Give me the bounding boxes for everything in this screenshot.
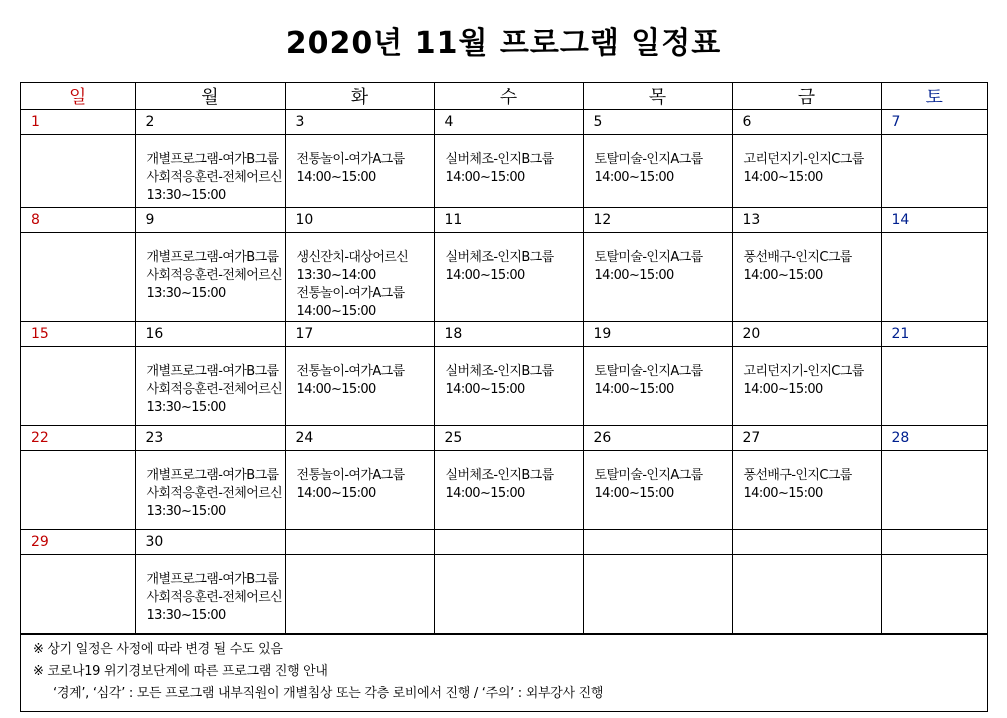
date-cell: [583, 530, 732, 555]
date-cell: [21, 426, 135, 451]
date-cell: [732, 110, 881, 135]
date-cell: [434, 208, 583, 233]
events-cell: [285, 451, 434, 530]
events-row: [21, 135, 987, 208]
event-line: 전통놀이-여가A그룹: [296, 364, 405, 379]
events-cell: [583, 347, 732, 426]
events-cell: [732, 451, 881, 530]
event-line: 13:30~15:00: [146, 188, 226, 203]
weekday-wed: 수: [434, 83, 583, 110]
date-number: 15: [31, 326, 49, 342]
date-number: 17: [295, 326, 314, 342]
event-line: 개별프로그램-여가B그룹: [146, 364, 279, 379]
event-list: [584, 451, 732, 503]
event-line: 전통놀이-여가A그룹: [296, 286, 405, 301]
event-line: 14:00~15:00: [296, 486, 376, 501]
date-cell: [583, 110, 732, 135]
date-cell: [21, 208, 135, 233]
date-cell: [583, 322, 732, 347]
event-line: 토탈미술-인지A그룹: [594, 468, 703, 483]
events-cell: [732, 233, 881, 322]
date-cell: [881, 110, 987, 135]
events-cell: [583, 135, 732, 208]
event-line: 사회적응훈련-전체어르신: [146, 382, 283, 397]
date-cell: [285, 110, 434, 135]
event-line: 실버체조-인지B그룹: [445, 468, 554, 483]
event-list: [882, 347, 988, 363]
event-list: [435, 451, 583, 503]
date-cell: [583, 426, 732, 451]
event-line: 개별프로그램-여가B그룹: [146, 152, 279, 167]
event-list: [435, 347, 583, 399]
date-number: 12: [593, 212, 612, 228]
event-list: [733, 233, 881, 285]
events-cell: [881, 451, 987, 530]
date-row: [21, 110, 987, 135]
weekday-fri: 금: [732, 83, 881, 110]
date-number: [435, 534, 445, 550]
date-number: 10: [295, 212, 314, 228]
date-cell: [135, 426, 285, 451]
weekday-sat: 토: [881, 83, 987, 110]
date-row: [21, 426, 987, 451]
event-list: [584, 233, 732, 285]
date-number: [584, 534, 594, 550]
event-list: [136, 347, 285, 417]
note-schedule-change: ※ 상기 일정은 사정에 따라 변경 될 수도 있음: [33, 642, 283, 657]
events-cell: [732, 555, 881, 634]
events-row: [21, 555, 987, 634]
date-number: 8: [31, 212, 40, 228]
date-cell: [881, 208, 987, 233]
events-cell: [21, 451, 135, 530]
event-list: [21, 233, 135, 249]
date-cell: [135, 208, 285, 233]
events-cell: [881, 347, 987, 426]
date-number: 1: [31, 114, 40, 130]
date-number: 2: [145, 114, 155, 130]
event-list: [882, 451, 988, 467]
events-cell: [583, 233, 732, 322]
calendar-grid: [21, 83, 987, 634]
date-cell: [434, 322, 583, 347]
event-line: 고리던지기-인지C그룹: [743, 152, 864, 167]
date-number: 25: [444, 430, 463, 446]
event-line: 토탈미술-인지A그룹: [594, 364, 703, 379]
event-line: 14:00~15:00: [594, 268, 674, 283]
date-number: 28: [891, 430, 910, 446]
event-list: [733, 347, 881, 399]
date-cell: [732, 530, 881, 555]
events-cell: [21, 555, 135, 634]
date-cell: [135, 322, 285, 347]
event-list: [21, 451, 135, 467]
event-line: 13:30~14:00: [296, 268, 376, 283]
date-number: 26: [593, 430, 612, 446]
date-cell: [732, 322, 881, 347]
event-list: [286, 347, 434, 399]
events-cell: [434, 233, 583, 322]
event-line: 사회적응훈련-전체어르신: [146, 170, 283, 185]
events-cell: [732, 135, 881, 208]
date-number: 23: [145, 430, 164, 446]
events-cell: [21, 135, 135, 208]
event-line: 14:00~15:00: [445, 268, 525, 283]
date-number: 21: [891, 326, 910, 342]
date-number: 27: [742, 430, 761, 446]
date-cell: [135, 530, 285, 555]
weekday-header-row: [21, 83, 987, 110]
events-cell: [881, 555, 987, 634]
event-line: 토탈미술-인지A그룹: [594, 250, 703, 265]
events-cell: [583, 451, 732, 530]
event-line: 풍선배구-인지C그룹: [743, 468, 852, 483]
event-list: [136, 451, 285, 521]
date-cell: [285, 322, 434, 347]
event-list: [435, 233, 583, 285]
event-line: 고리던지기-인지C그룹: [743, 364, 864, 379]
date-number: 14: [891, 212, 910, 228]
note-covid-guidance: ※ 코로나19 위기경보단계에 따른 프로그램 진행 안내: [33, 664, 328, 679]
date-row: [21, 208, 987, 233]
event-list: [21, 555, 135, 571]
event-line: 14:00~15:00: [296, 382, 376, 397]
event-line: 14:00~15:00: [445, 486, 525, 501]
event-line: 14:00~15:00: [594, 170, 674, 185]
events-cell: [135, 135, 285, 208]
events-cell: [583, 555, 732, 634]
events-cell: [434, 135, 583, 208]
event-line: 사회적응훈련-전체어르신: [146, 486, 283, 501]
events-cell: [135, 451, 285, 530]
event-line: 14:00~15:00: [743, 170, 823, 185]
date-number: [882, 534, 892, 550]
event-line: 14:00~15:00: [743, 382, 823, 397]
events-row: [21, 347, 987, 426]
event-list: [584, 135, 732, 187]
event-list: [286, 233, 434, 321]
events-cell: [434, 451, 583, 530]
date-number: 16: [145, 326, 164, 342]
date-cell: [135, 110, 285, 135]
weekday-thu: 목: [583, 83, 732, 110]
date-number: 19: [593, 326, 612, 342]
event-line: 14:00~15:00: [445, 170, 525, 185]
date-cell: [434, 110, 583, 135]
event-line: 14:00~15:00: [743, 268, 823, 283]
date-number: [286, 534, 296, 550]
events-cell: [285, 555, 434, 634]
event-list: [733, 451, 881, 503]
weekday-tue: 화: [285, 83, 434, 110]
event-line: 실버체조-인지B그룹: [445, 152, 554, 167]
date-cell: [881, 530, 987, 555]
events-cell: [21, 347, 135, 426]
event-line: 14:00~15:00: [594, 382, 674, 397]
date-number: 11: [444, 212, 463, 228]
event-line: 실버체조-인지B그룹: [445, 250, 554, 265]
event-line: 14:00~15:00: [445, 382, 525, 397]
events-cell: [135, 233, 285, 322]
date-number: 3: [295, 114, 305, 130]
date-number: 29: [31, 534, 49, 550]
event-line: 14:00~15:00: [296, 170, 376, 185]
weekday-mon: 월: [135, 83, 285, 110]
events-cell: [21, 233, 135, 322]
event-list: [435, 135, 583, 187]
date-number: 22: [31, 430, 49, 446]
event-line: 전통놀이-여가A그룹: [296, 468, 405, 483]
date-number: [733, 534, 743, 550]
date-cell: [285, 530, 434, 555]
event-list: [21, 135, 135, 151]
date-number: 9: [145, 212, 155, 228]
date-cell: [434, 426, 583, 451]
event-line: 전통놀이-여가A그룹: [296, 152, 405, 167]
event-line: 생신잔치-대상어르신: [296, 250, 409, 265]
date-number: 6: [742, 114, 752, 130]
event-list: [584, 347, 732, 399]
event-line: 13:30~15:00: [146, 400, 226, 415]
date-number: 5: [593, 114, 603, 130]
events-cell: [881, 233, 987, 322]
event-list: [435, 555, 583, 571]
date-number: 7: [891, 114, 901, 130]
date-number: 24: [295, 430, 314, 446]
event-line: 개별프로그램-여가B그룹: [146, 250, 279, 265]
event-line: 실버체조-인지B그룹: [445, 364, 554, 379]
date-number: 13: [742, 212, 761, 228]
event-list: [733, 135, 881, 187]
event-line: 14:00~15:00: [743, 486, 823, 501]
event-line: 풍선배구-인지C그룹: [743, 250, 852, 265]
date-cell: [21, 110, 135, 135]
date-cell: [732, 426, 881, 451]
events-cell: [285, 233, 434, 322]
date-number: 30: [145, 534, 164, 550]
date-row: [21, 322, 987, 347]
event-line: 사회적응훈련-전체어르신: [146, 268, 283, 283]
date-row: [21, 530, 987, 555]
date-cell: [285, 426, 434, 451]
events-cell: [434, 347, 583, 426]
event-line: 개별프로그램-여가B그룹: [146, 572, 279, 587]
event-list: [21, 347, 135, 363]
date-number: 4: [444, 114, 454, 130]
event-list: [733, 555, 881, 571]
date-cell: [732, 208, 881, 233]
events-row: [21, 233, 987, 322]
event-list: [882, 555, 988, 571]
event-list: [286, 555, 434, 571]
events-row: [21, 451, 987, 530]
event-line: 13:30~15:00: [146, 286, 226, 301]
date-cell: [881, 322, 987, 347]
date-number: 18: [444, 326, 463, 342]
calendar-table: [20, 82, 988, 712]
event-list: [882, 233, 988, 249]
date-cell: [434, 530, 583, 555]
events-cell: [135, 555, 285, 634]
event-list: [136, 135, 285, 205]
date-cell: [881, 426, 987, 451]
event-list: [584, 555, 732, 571]
page-title: 2020년 11월 프로그램 일정표: [285, 26, 722, 61]
date-number: 20: [742, 326, 761, 342]
events-cell: [285, 135, 434, 208]
event-list: [882, 135, 988, 151]
event-list: [286, 451, 434, 503]
date-cell: [285, 208, 434, 233]
events-cell: [285, 347, 434, 426]
events-cell: [881, 135, 987, 208]
event-list: [136, 555, 285, 625]
event-line: 토탈미술-인지A그룹: [594, 152, 703, 167]
event-line: 14:00~15:00: [296, 304, 376, 319]
note-covid-detail: ‘경계’, ‘심각’ : 모든 프로그램 내부직원이 개별침상 또는 각층 로비에서 진행 / ‘주의’ : 외부강사 진행: [53, 686, 604, 701]
event-line: 개별프로그램-여가B그룹: [146, 468, 279, 483]
date-cell: [21, 530, 135, 555]
events-cell: [434, 555, 583, 634]
date-cell: [583, 208, 732, 233]
event-list: [136, 233, 285, 303]
events-cell: [732, 347, 881, 426]
event-line: 사회적응훈련-전체어르신: [146, 590, 283, 605]
event-line: 13:30~15:00: [146, 608, 226, 623]
event-line: 14:00~15:00: [594, 486, 674, 501]
event-line: 13:30~15:00: [146, 504, 226, 519]
weekday-sun: 일: [21, 83, 135, 110]
events-cell: [135, 347, 285, 426]
date-cell: [21, 322, 135, 347]
event-list: [286, 135, 434, 187]
notes-section: [21, 634, 987, 711]
